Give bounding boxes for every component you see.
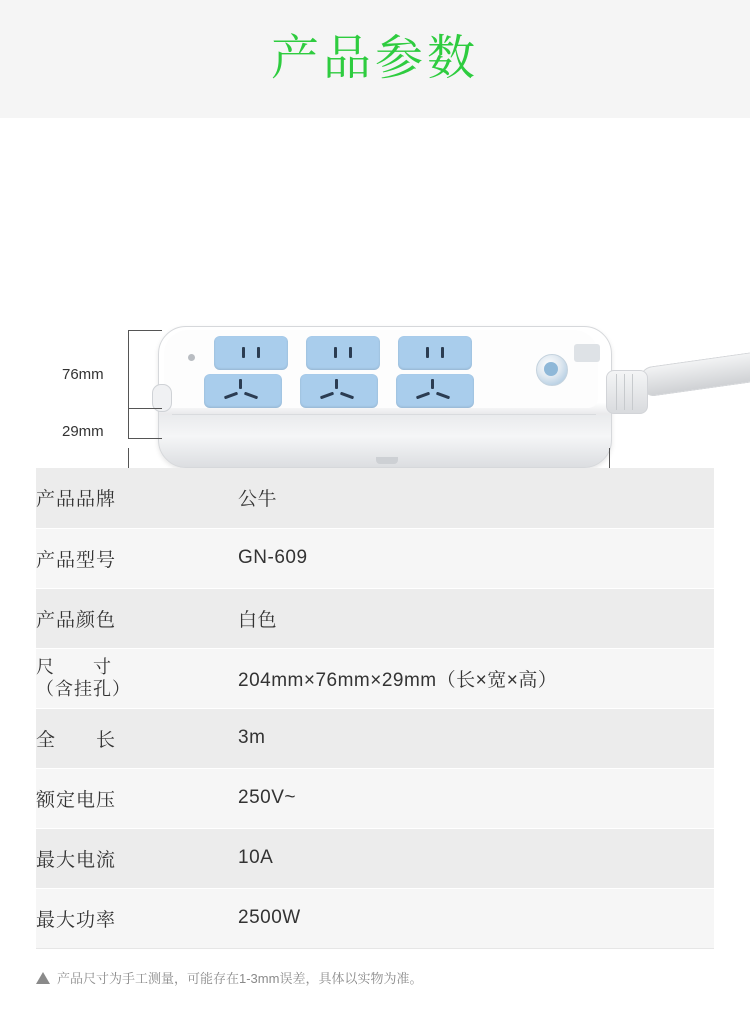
indicator-led <box>188 354 195 361</box>
socket-top-3 <box>398 336 472 370</box>
footnote <box>36 968 422 987</box>
cable-boot-rib <box>616 374 617 410</box>
spec-value: 2500W <box>238 888 714 948</box>
spec-table-wrapper <box>36 468 714 949</box>
footnote-divider <box>36 948 714 949</box>
cable-strain-relief <box>606 370 648 414</box>
table-row <box>36 468 714 528</box>
spec-key: 额定电压 <box>36 768 238 828</box>
spec-value: 10A <box>238 828 714 888</box>
table-row <box>36 828 714 888</box>
table-row <box>36 588 714 648</box>
socket-slot <box>349 347 352 358</box>
socket-top-1 <box>214 336 288 370</box>
spec-value: 公牛 <box>238 468 714 528</box>
spec-key: 产品品牌 <box>36 468 238 528</box>
spec-value: GN-609 <box>238 528 714 588</box>
socket-slot <box>416 392 430 400</box>
body-seam-line <box>172 414 596 415</box>
table-row <box>36 648 714 708</box>
socket-slot <box>441 347 444 358</box>
spec-key: 最大电流 <box>36 828 238 888</box>
table-row <box>36 528 714 588</box>
product-figure <box>0 118 750 438</box>
socket-slot <box>436 392 450 400</box>
page-title: 产品参数 <box>270 32 479 85</box>
power-switch-button <box>536 354 568 386</box>
power-cable <box>638 352 750 397</box>
cable-boot-rib <box>624 374 625 410</box>
spec-value: 白色 <box>238 588 714 648</box>
dimension-tick <box>128 330 162 331</box>
dimension-line-vertical <box>128 330 129 438</box>
table-row <box>36 708 714 768</box>
socket-slot <box>239 379 242 389</box>
spec-value: 204mm×76mm×29mm（长×宽×高） <box>238 648 714 708</box>
brand-logo <box>574 344 600 362</box>
product-figure-area <box>0 118 750 438</box>
table-row <box>36 888 714 948</box>
spec-value: 3m <box>238 708 714 768</box>
spec-key: 最大功率 <box>36 888 238 948</box>
socket-slot <box>257 347 260 358</box>
spec-key: 产品型号 <box>36 528 238 588</box>
page-header <box>0 0 750 118</box>
dimension-label-height: 76mm <box>62 366 104 383</box>
spec-table <box>36 468 714 949</box>
socket-top-2 <box>306 336 380 370</box>
dimension-tick <box>128 438 162 439</box>
spec-key-line2: （含挂孔） <box>36 679 131 699</box>
socket-bottom-3 <box>396 374 474 408</box>
socket-slot <box>340 392 354 400</box>
socket-slot <box>334 347 337 358</box>
footnote-text: 产品尺寸为手工测量，可能存在1-3mm误差，具体以实物为准。 <box>57 971 423 986</box>
socket-slot <box>431 379 434 389</box>
spec-key: 全 长 <box>36 708 238 768</box>
dimension-tick <box>128 408 162 409</box>
socket-slot <box>320 392 334 400</box>
socket-bottom-1 <box>204 374 282 408</box>
socket-slot <box>426 347 429 358</box>
spec-value: 250V~ <box>238 768 714 828</box>
spec-key: 产品颜色 <box>36 588 238 648</box>
table-row <box>36 768 714 828</box>
dimension-label-depth: 29mm <box>62 423 104 440</box>
socket-slot <box>244 392 258 400</box>
spec-key <box>36 648 238 708</box>
socket-bottom-2 <box>300 374 378 408</box>
spec-key-line1: 尺 寸 <box>36 656 112 677</box>
socket-slot <box>224 392 238 400</box>
socket-slot <box>242 347 245 358</box>
bottom-notch <box>376 457 398 464</box>
warning-triangle-icon <box>36 972 50 984</box>
socket-slot <box>335 379 338 389</box>
power-strip-illustration <box>158 326 610 466</box>
cable-boot-rib <box>632 374 633 410</box>
